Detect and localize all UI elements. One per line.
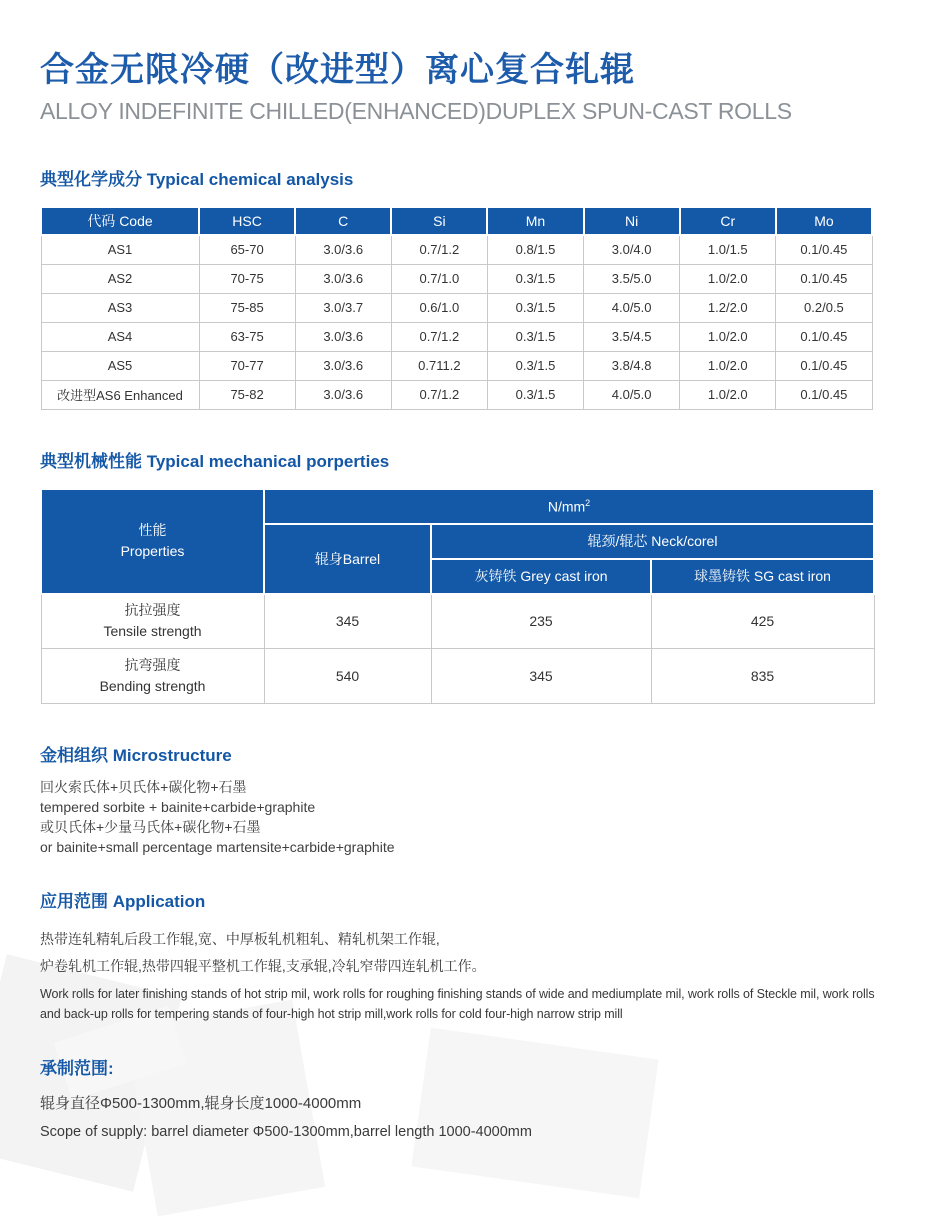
table-cell: 3.5/5.0 [584, 264, 680, 293]
chemical-table [40, 206, 873, 410]
microstructure-line: or bainite+small percentage martensite+carbide+graphite [40, 839, 395, 855]
neck-header-cell: 辊颈/辊芯 Neck/corel [431, 524, 874, 559]
table-row [41, 322, 872, 351]
table-cell: 0.3/1.5 [487, 264, 583, 293]
sg-iron-header-cell: 球墨铸铁 SG cast iron [651, 559, 874, 594]
table-cell: 63-75 [199, 322, 295, 351]
column-header: HSC [199, 207, 295, 235]
table-cell: 1.0/1.5 [680, 235, 776, 264]
section-heading-chemical: 典型化学成分 Typical chemical analysis [40, 170, 354, 189]
application-paragraph-en: Work rolls for later finishing stands of hot strip mil, work rolls for roughing finishing stands of wide and mediumplate mil, work rolls of Steckle mil, work rolls and back-up rolls for tempering stands of four-high hot strip mill,work rolls for cold four-high narrow strip mill [40, 987, 875, 1021]
application-line-zh: 热带连轧精轧后段工作辊,宽、中厚板轧机粗轧、精轧机架工作辊, [40, 931, 440, 947]
properties-label-zh: 性能 [138, 522, 167, 538]
table-cell: 0.1/0.45 [776, 264, 872, 293]
grey-iron-header-cell: 灰铸铁 Grey cast iron [431, 559, 651, 594]
table-cell: AS4 [41, 322, 199, 351]
table-cell: 70-75 [199, 264, 295, 293]
barrel-header-cell: 辊身Barrel [264, 524, 431, 594]
table-cell: 1.0/2.0 [680, 264, 776, 293]
table-cell: 65-70 [199, 235, 295, 264]
table-cell: 70-77 [199, 351, 295, 380]
section-heading-application: 应用范围 Application [40, 892, 206, 911]
bending-grey-value: 345 [431, 649, 651, 704]
table-cell: 0.2/0.5 [776, 293, 872, 322]
table-row [41, 380, 872, 409]
application-text-zh [40, 926, 873, 980]
properties-header-cell [41, 489, 264, 594]
table-cell: 3.0/4.0 [584, 235, 680, 264]
table-row [41, 351, 872, 380]
table-cell: 3.0/3.6 [295, 380, 391, 409]
table-cell: AS2 [41, 264, 199, 293]
table-cell: 0.3/1.5 [487, 293, 583, 322]
table-cell: 1.0/2.0 [680, 322, 776, 351]
mech-header-row-unit [41, 489, 874, 524]
table-row-tensile [41, 594, 874, 649]
property-label-en: Tensile strength [103, 623, 202, 640]
unit-base: N/mm [547, 498, 586, 515]
table-cell: 1.2/2.0 [680, 293, 776, 322]
table-cell: 4.0/5.0 [584, 380, 680, 409]
table-cell: 1.0/2.0 [680, 380, 776, 409]
table-cell: 3.8/4.8 [584, 351, 680, 380]
table-row-bending [41, 649, 874, 704]
table-cell: 75-82 [199, 380, 295, 409]
chemical-table-body [41, 235, 872, 409]
application-line-zh: 炉卷轧机工作辊,热带四辊平整机工作辊,支承辊,冷轧窄带四连轧机工作。 [40, 958, 486, 974]
table-cell: 0.8/1.5 [487, 235, 583, 264]
tensile-grey-value: 235 [431, 594, 651, 649]
column-header: C [295, 207, 391, 235]
table-cell: 0.7/1.2 [391, 235, 487, 264]
tensile-sg-value: 425 [651, 594, 874, 649]
bending-barrel-value: 540 [264, 649, 431, 704]
table-cell: 0.1/0.45 [776, 235, 872, 264]
table-cell: 改进型AS6 Enhanced [41, 380, 199, 409]
table-cell: 3.0/3.6 [295, 235, 391, 264]
table-cell: AS1 [41, 235, 199, 264]
table-cell: 1.0/2.0 [680, 351, 776, 380]
column-header: Si [391, 207, 487, 235]
bending-sg-value: 835 [651, 649, 874, 704]
page-title-zh: 合金无限冷硬（改进型）离心复合轧辊 [40, 51, 635, 89]
section-heading-mechanical: 典型机械性能 Typical mechanical porperties [40, 451, 390, 471]
property-cell [41, 649, 264, 704]
table-cell: 0.3/1.5 [487, 351, 583, 380]
supply-line-en: Scope of supply: barrel diameter Φ500-1300mm,barrel length 1000-4000mm [40, 1124, 532, 1140]
table-row [41, 235, 872, 264]
section-heading-microstructure: 金相组织 Microstructure [40, 746, 232, 765]
microstructure-line: 或贝氏体+少量马氏体+碳化物+石墨 [40, 819, 261, 835]
microstructure-text [40, 777, 873, 857]
table-cell: 75-85 [199, 293, 295, 322]
table-cell: 0.1/0.45 [776, 351, 872, 380]
table-cell: 0.1/0.45 [776, 322, 872, 351]
table-cell: 4.0/5.0 [584, 293, 680, 322]
table-row [41, 264, 872, 293]
table-cell: 0.3/1.5 [487, 380, 583, 409]
table-cell: 3.0/3.7 [295, 293, 391, 322]
column-header: Mn [487, 207, 583, 235]
tensile-barrel-value: 345 [264, 594, 431, 649]
table-cell: 0.7/1.2 [391, 322, 487, 351]
table-cell: 3.0/3.6 [295, 351, 391, 380]
unit-header-cell [264, 489, 874, 524]
table-cell: 0.1/0.45 [776, 380, 872, 409]
table-cell: 0.711.2 [391, 351, 487, 380]
property-label-zh: 抗弯强度 [124, 657, 181, 673]
property-cell [41, 594, 264, 649]
table-cell: 0.6/1.0 [391, 293, 487, 322]
table-cell: 0.3/1.5 [487, 322, 583, 351]
table-cell: AS3 [41, 293, 199, 322]
column-header: Mo [776, 207, 872, 235]
mechanical-table [40, 488, 875, 705]
page-title-en: ALLOY INDEFINITE CHILLED(ENHANCED)DUPLEX SPUN-CAST ROLLS [40, 98, 792, 124]
properties-label-en: Properties [120, 543, 185, 559]
table-row [41, 293, 872, 322]
property-label-zh: 抗拉强度 [124, 602, 181, 619]
unit-exponent: 2 [585, 497, 591, 508]
property-label-en: Bending strength [99, 678, 206, 694]
section-heading-supply: 承制范围: [40, 1059, 114, 1078]
column-header: Cr [680, 207, 776, 235]
table-cell: 0.7/1.0 [391, 264, 487, 293]
table-cell: 3.0/3.6 [295, 264, 391, 293]
table-cell: AS5 [41, 351, 199, 380]
table-cell: 3.5/4.5 [584, 322, 680, 351]
microstructure-line: 回火索氏体+贝氏体+碳化物+石墨 [40, 779, 247, 795]
column-header: 代码 Code [41, 207, 199, 235]
table-cell: 3.0/3.6 [295, 322, 391, 351]
microstructure-line: tempered sorbite + bainite+carbide+graphite [40, 799, 316, 815]
chemical-table-header-row [41, 207, 872, 235]
table-cell: 0.7/1.2 [391, 380, 487, 409]
column-header: Ni [584, 207, 680, 235]
supply-line-zh: 辊身直径Φ500-1300mm,辊身长度1000-4000mm [40, 1095, 362, 1112]
